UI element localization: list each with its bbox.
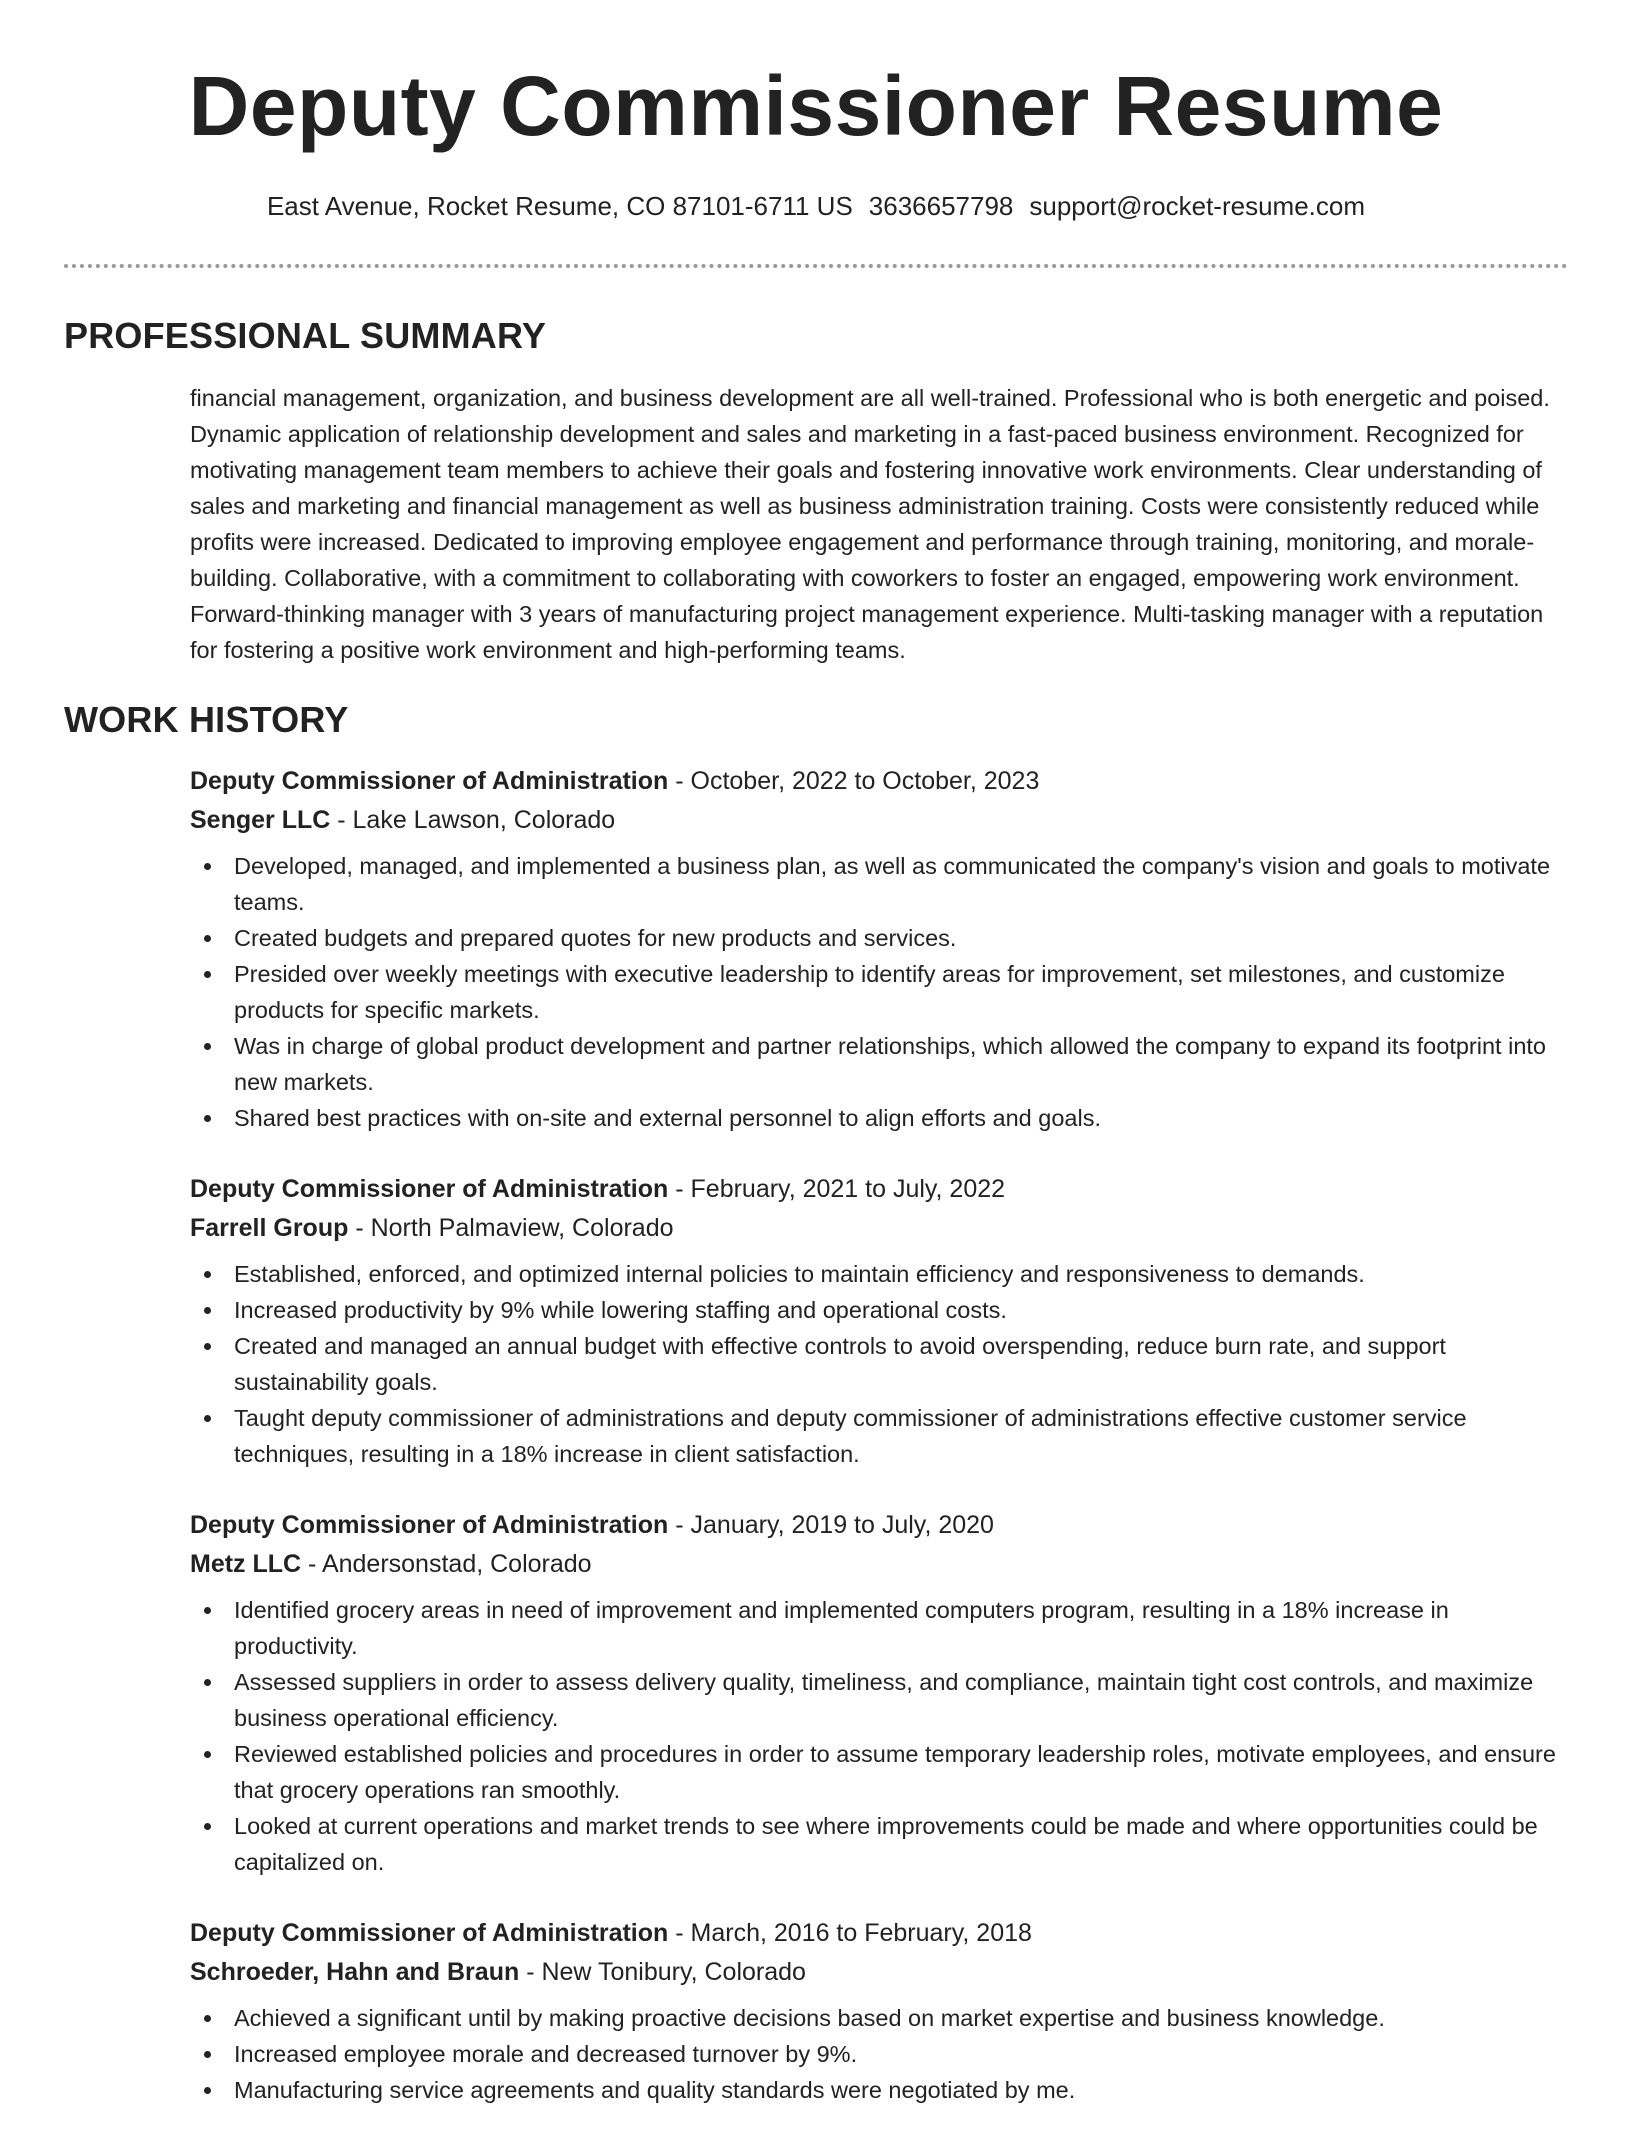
bullet-item (234, 848, 1568, 920)
job-entry (190, 1506, 1568, 1880)
job-company-line (190, 1953, 1568, 1992)
job-title-line (190, 1506, 1568, 1545)
bullet-text: Created budgets and prepared quotes for new products and services. (234, 925, 957, 951)
bullet-text: Taught deputy commissioner of administrations and deputy commissioner of administrations effective customer service techniques, resulting in a 18% increase in client satisfaction. (234, 1405, 1467, 1467)
bullet-item (234, 1664, 1568, 1736)
bullet-dot-icon (204, 935, 211, 942)
bullet-item (234, 1592, 1568, 1664)
bullet-item (234, 1256, 1568, 1292)
bullet-dot-icon (204, 2015, 211, 2022)
bullet-item (234, 1292, 1568, 1328)
bullet-item (234, 2036, 1568, 2072)
bullet-text: Was in charge of global product development and partner relationships, which allowed the company to expand its footprint into new markets. (234, 1033, 1546, 1095)
bullet-item (234, 1100, 1568, 1136)
job-dates: - January, 2019 to July, 2020 (668, 1511, 994, 1539)
bullet-dot-icon (204, 863, 211, 870)
bullet-dot-icon (204, 1751, 211, 1758)
job-bullets (190, 2000, 1568, 2108)
bullet-dot-icon (204, 1343, 211, 1350)
job-location: - Lake Lawson, Colorado (330, 806, 616, 834)
contact-line (64, 190, 1568, 222)
bullet-dot-icon (204, 1043, 211, 1050)
job-title-line (190, 762, 1568, 801)
bullet-text: Assessed suppliers in order to assess delivery quality, timeliness, and compliance, maintain tight cost controls, and maximize business operational efficiency. (234, 1669, 1534, 1731)
job-company: Farrell Group (190, 1214, 349, 1242)
work-history-heading: WORK HISTORY (64, 699, 349, 740)
bullet-text: Increased productivity by 9% while lowering staffing and operational costs. (234, 1297, 1007, 1323)
bullet-text: Manufacturing service agreements and quality standards were negotiated by me. (234, 2077, 1076, 2103)
bullet-dot-icon (204, 1679, 211, 1686)
job-dates: - February, 2021 to July, 2022 (668, 1175, 1006, 1203)
header-divider (64, 264, 1568, 268)
job-location: - North Palmaview, Colorado (348, 1214, 674, 1242)
bullet-text: Reviewed established policies and procedures in order to assume temporary leadership roles, motivate employees, and ensure that grocery operations ran smoothly. (234, 1741, 1556, 1803)
job-dates: - March, 2016 to February, 2018 (668, 1919, 1032, 1947)
job-bullets (190, 1592, 1568, 1880)
job-title-line (190, 1170, 1568, 1209)
bullet-text: Achieved a significant until by making proactive decisions based on market expertise and business knowledge. (234, 2005, 1385, 2031)
contact-phone: 3636657798 (868, 191, 1014, 221)
job-title: Deputy Commissioner of Administration (190, 1511, 669, 1539)
job-entry (190, 1914, 1568, 2108)
job-company: Metz LLC (190, 1550, 302, 1578)
job-company-line (190, 801, 1568, 840)
job-entry (190, 762, 1568, 1136)
resume-page (64, 0, 1568, 2142)
job-location: - New Tonibury, Colorado (519, 1958, 806, 1986)
job-entry (190, 1170, 1568, 1472)
job-title: Deputy Commissioner of Administration (190, 1175, 669, 1203)
job-company: Senger LLC (190, 806, 331, 834)
bullet-text: Established, enforced, and optimized internal policies to maintain efficiency and responsiveness to demands. (234, 1261, 1365, 1287)
bullet-item (234, 2072, 1568, 2108)
job-company-line (190, 1209, 1568, 1248)
resume-title: Deputy Commissioner Resume (188, 59, 1444, 153)
bullet-text: Created and managed an annual budget with effective controls to avoid overspending, reduce burn rate, and support sustainability goals. (234, 1333, 1446, 1395)
bullet-item (234, 1808, 1568, 1880)
job-dates: - October, 2022 to October, 2023 (668, 767, 1040, 795)
bullet-item (234, 920, 1568, 956)
bullet-dot-icon (204, 1115, 211, 1122)
bullet-item (234, 2000, 1568, 2036)
job-company: Schroeder, Hahn and Braun (190, 1958, 520, 1986)
bullet-item (234, 1028, 1568, 1100)
bullet-text: Identified grocery areas in need of improvement and implemented computers program, resulting in a 18% increase in productivity. (234, 1597, 1449, 1659)
job-bullets (190, 848, 1568, 1136)
job-list (190, 762, 1568, 2108)
bullet-dot-icon (204, 1415, 211, 1422)
job-title: Deputy Commissioner of Administration (190, 1919, 669, 1947)
bullet-item (234, 1736, 1568, 1808)
bullet-text: Shared best practices with on-site and external personnel to align efforts and goals. (234, 1105, 1101, 1131)
bullet-dot-icon (204, 1823, 211, 1830)
job-title-line (190, 1914, 1568, 1953)
summary-heading: PROFESSIONAL SUMMARY (64, 315, 547, 356)
job-title: Deputy Commissioner of Administration (190, 767, 669, 795)
bullet-dot-icon (204, 1271, 211, 1278)
bullet-text: Looked at current operations and market trends to see where improvements could be made and where opportunities could be capitalized on. (234, 1813, 1538, 1875)
bullet-dot-icon (204, 2087, 211, 2094)
contact-address: East Avenue, Rocket Resume, CO 87101-6711 US (266, 191, 853, 221)
bullet-item (234, 1328, 1568, 1400)
bullet-dot-icon (204, 2051, 211, 2058)
bullet-item (234, 956, 1568, 1028)
bullet-dot-icon (204, 1307, 211, 1314)
summary-text: financial management, organization, and business development are all well-trained. Professional who is both energetic and poised. Dynamic application of relationship development and sales and marketing in a fast-paced business environment. Recognized for motivating management team members to achieve their goals and fostering innovative work environments. Clear understanding of sales and marketing and financial management as well as business administration training. Costs were consistently reduced while profits were increased. Dedicated to improving employee engagement and performance through training, monitoring, and morale-building. Collaborative, with a commitment to collaborating with coworkers to foster an engaged, empowering work environment. Forward-thinking manager with 3 years of manufacturing project management experience. Multi-tasking manager with a reputation for fostering a positive work environment and high-performing teams. (190, 385, 1550, 663)
bullet-text: Increased employee morale and decreased turnover by 9%. (234, 2041, 858, 2067)
bullet-item (234, 1400, 1568, 1472)
job-bullets (190, 1256, 1568, 1472)
job-company-line (190, 1545, 1568, 1584)
job-location: - Andersonstad, Colorado (301, 1550, 592, 1578)
bullet-dot-icon (204, 971, 211, 978)
bullet-text: Developed, managed, and implemented a business plan, as well as communicated the company's vision and goals to motivate teams. (234, 853, 1551, 915)
bullet-text: Presided over weekly meetings with executive leadership to identify areas for improvement, set milestones, and customize products for specific markets. (234, 961, 1505, 1023)
bullet-dot-icon (204, 1607, 211, 1614)
contact-email: support@rocket-resume.com (1029, 191, 1366, 221)
